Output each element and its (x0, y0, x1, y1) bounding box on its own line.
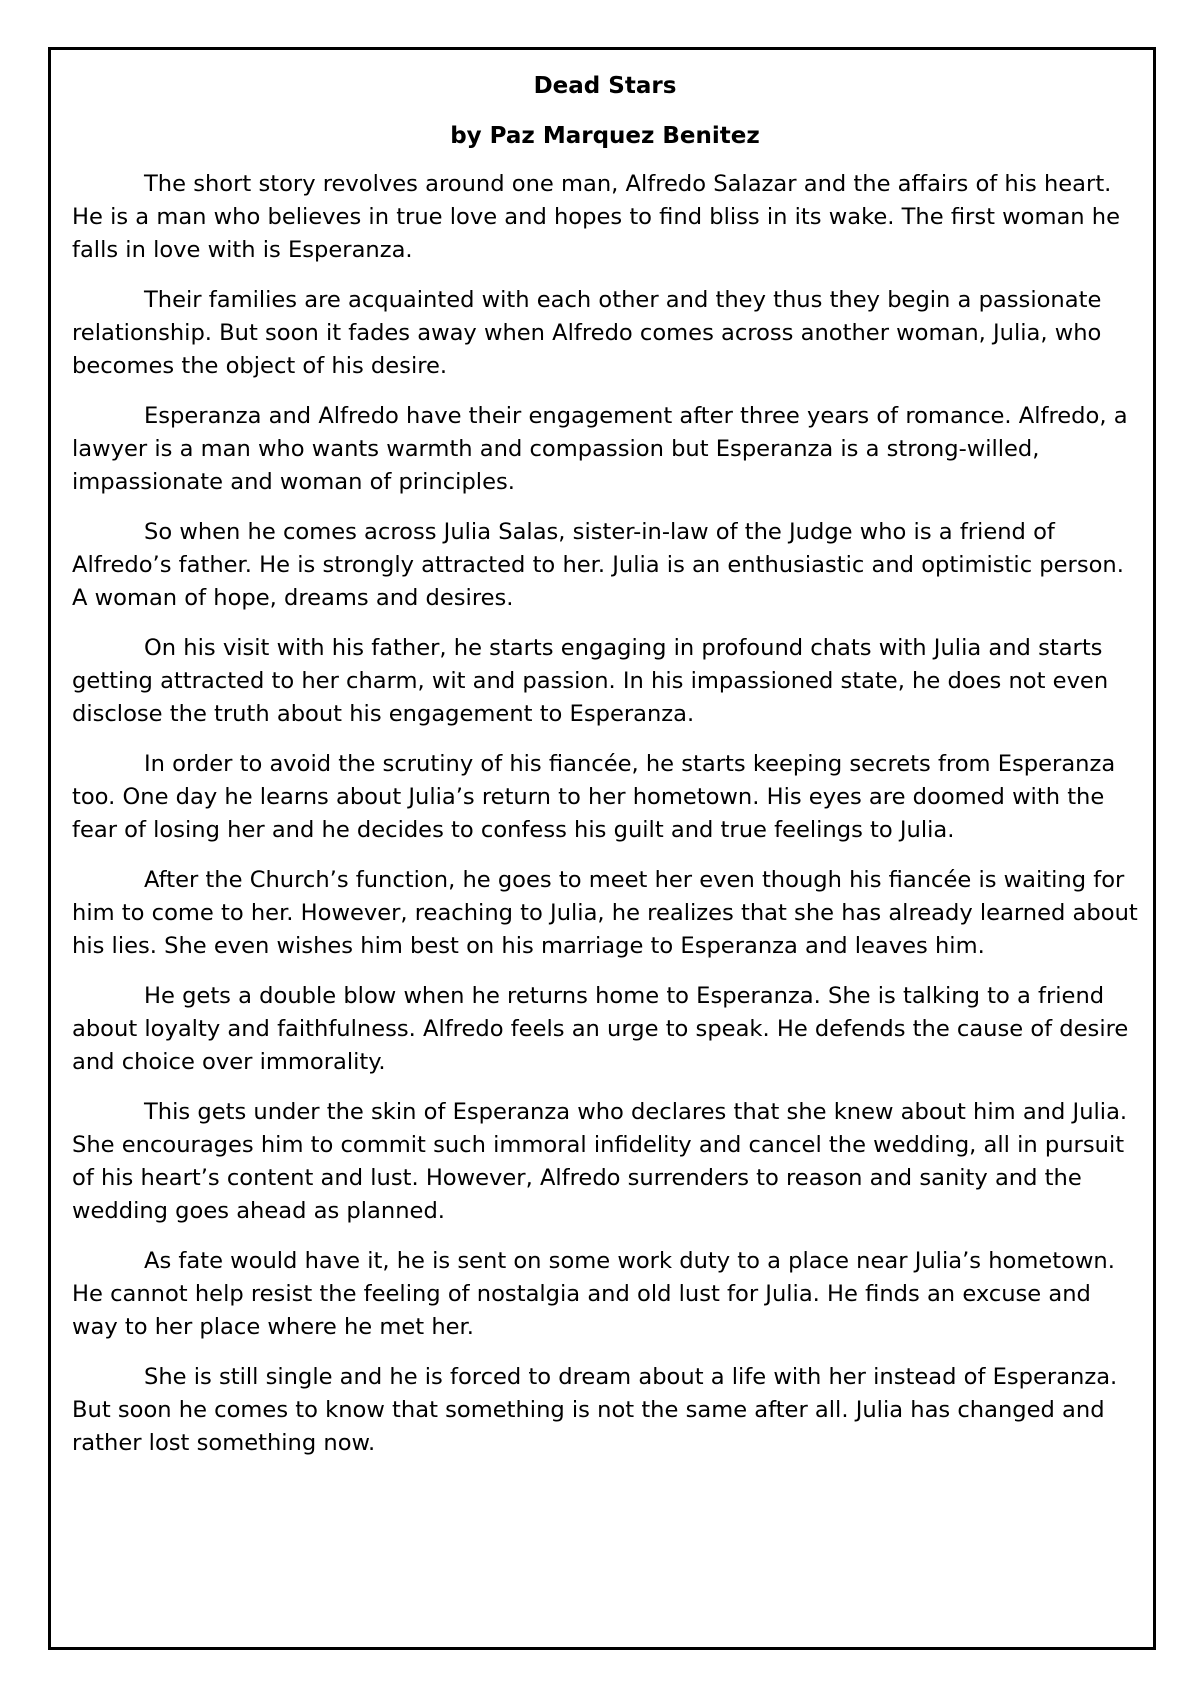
paragraph: Their families are acquainted with each other and they thus they begin a passionate relationship. But soon it fades away when Alfredo comes across another woman, Julia, who becomes the object of his desire. (72, 287, 1102, 379)
document-body (72, 64, 1138, 1477)
paragraph: The short story revolves around one man, Alfredo Salazar and the affairs of his heart. He is a man who believes in true love and hopes to find bliss in its wake. The first woman he falls in love with is Esperanza. (72, 171, 1121, 263)
paragraph: So when he comes across Julia Salas, sister-in-law of the Judge who is a friend of Alfredo’s father. He is strongly attracted to her. Julia is an enthusiastic and optimistic person. A woman of hope, dreams and desires. (72, 519, 1124, 611)
paragraph: In order to avoid the scrutiny of his fiancée, he starts keeping secrets from Esperanza too. One day he learns about Julia’s return to her hometown. His eyes are doomed with the fear of losing her and he decides to confess his guilt and true feelings to Julia. (72, 751, 1116, 843)
paragraph: He gets a double blow when he returns home to Esperanza. She is talking to a friend about loyalty and faithfulness. Alfredo feels an urge to speak. He defends the cause of desire and choice over immorality. (72, 983, 1129, 1075)
paragraph: On his visit with his father, he starts engaging in profound chats with Julia and starts getting attracted to her charm, wit and passion. In his impassioned state, he does not even disclose the truth about his engagement to Esperanza. (72, 635, 1109, 727)
paragraph: Esperanza and Alfredo have their engagement after three years of romance. Alfredo, a lawyer is a man who wants warmth and compassion but Esperanza is a strong-willed, impassionate and woman of principles. (72, 403, 1128, 495)
document-title: Dead Stars (533, 73, 677, 99)
paragraph: She is still single and he is forced to dream about a life with her instead of Esperanza. But soon he comes to know that something is not the same after all. Julia has changed and rather lost something now. (72, 1364, 1118, 1456)
document-author: by Paz Marquez Benitez (450, 123, 760, 149)
paragraph: As fate would have it, he is sent on some work duty to a place near Julia’s hometown. He cannot help resist the feeling of nostalgia and old lust for Julia. He finds an excuse and way to her place where he met her. (72, 1248, 1115, 1340)
paragraph: This gets under the skin of Esperanza who declares that she knew about him and Julia. She encourages him to commit such immoral infidelity and cancel the wedding, all in pursuit of his heart’s content and lust. However, Alfredo surrenders to reason and sanity and the wedding goes ahead as planned. (72, 1099, 1128, 1224)
paragraph-list (72, 168, 1138, 1460)
paragraph: After the Church’s function, he goes to meet her even though his fiancée is waiting for him to come to her. However, reaching to Julia, he realizes that she has already learned about his lies. She even wishes him best on his marriage to Esperanza and leaves him. (72, 867, 1138, 959)
